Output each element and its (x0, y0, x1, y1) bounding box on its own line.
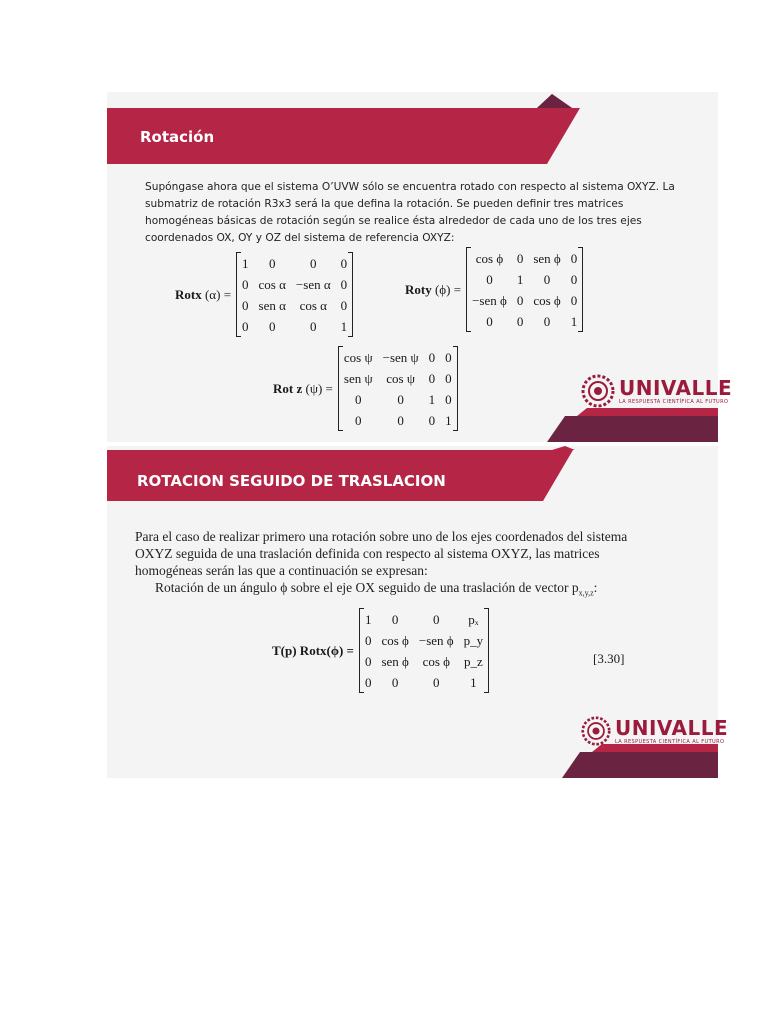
matrix-cell: 0 (428, 370, 436, 386)
matrix-cell: 1 (470, 674, 477, 690)
matrix-cell: cos ϕ (533, 292, 561, 308)
matrix-cell: 0 (340, 297, 348, 313)
rotz-label: Rot z (ψ) = (273, 380, 333, 396)
matrix-cell: 0 (340, 276, 348, 292)
matrix-cell: −sen ϕ (418, 632, 454, 648)
matrix-cell: pₓ (468, 611, 479, 627)
matrix-row (237, 295, 353, 316)
matrix-cell: 1 (570, 313, 578, 329)
matrix-cell: 0 (310, 255, 317, 271)
matrix-cell: p_z (464, 653, 483, 669)
roty-matrix (466, 247, 583, 332)
matrix-cell: 0 (397, 412, 404, 428)
matrix-cell: 0 (543, 313, 551, 329)
matrix-row (338, 368, 457, 389)
matrix-row (338, 410, 457, 431)
matrix-cell: 0 (364, 674, 372, 690)
matrix-cell: 0 (397, 391, 404, 407)
matrix-cell: 0 (268, 318, 276, 334)
matrix-cell: 0 (355, 391, 362, 407)
matrix-cell: cos ψ (386, 370, 415, 386)
gear-seal-icon (581, 716, 611, 746)
matrix-cell: cos ψ (343, 349, 373, 365)
matrix-cell: sen ϕ (533, 250, 561, 266)
logo-wordmark: UNIVALLE (615, 715, 729, 740)
logo-tagline: LA RESPUESTA CIENTÍFICA AL FUTURO (619, 398, 729, 405)
matrix-cell: 0 (516, 250, 524, 266)
intro-text: Supóngase ahora que el sistema O’UVW sólo se encuentra rotado con respecto al sistema OXYZ. La submatriz de rotación R3x3 será la que defina la rotación. Se pueden definir tres matrices homogéneas básicas de rotación según se realice ésta alrededor de cada uno de los tres ejes coordenados OX, OY y OZ del sistema de referencia OXYZ: (145, 181, 675, 244)
matrix-cell: cos ϕ (381, 632, 409, 648)
matrix-cell: 0 (570, 271, 578, 287)
matrix-cell: 1 (242, 255, 249, 271)
equation-number: [3.30] (593, 651, 625, 666)
rotx-equation (175, 252, 353, 337)
matrix-cell: cos α (258, 276, 286, 292)
slide-rotacion-traslacion (107, 446, 729, 778)
matrix-cell: 0 (364, 653, 372, 669)
matrix-cell: 0 (391, 674, 399, 690)
matrix-cell: 0 (340, 255, 348, 271)
matrix-cell: 1 (364, 611, 372, 627)
matrix-cell: 0 (310, 318, 317, 334)
matrix-cell: 0 (433, 611, 440, 627)
matrix-row (237, 253, 353, 275)
matrix-cell: 0 (355, 412, 362, 428)
matrix-cell: cos ϕ (475, 250, 504, 266)
matrix-cell: sen ψ (343, 370, 373, 386)
matrix-cell: 0 (445, 370, 452, 386)
corner-decoration (547, 408, 718, 442)
slide-title: ROTACION SEGUIDO DE TRASLACION (137, 472, 446, 490)
matrix-cell: 0 (242, 276, 249, 292)
matrix-row (359, 651, 488, 672)
matrix-row (467, 290, 583, 311)
matrix-cell: 0 (445, 391, 452, 407)
matrix-cell: 0 (543, 271, 551, 287)
matrix-cell: cos α (299, 297, 327, 313)
matrix-cell: 1 (428, 391, 436, 407)
matrix-cell: 0 (242, 318, 249, 334)
matrix-cell: cos ϕ (422, 653, 450, 669)
logo-tagline: LA RESPUESTA CIENTÍFICA AL FUTURO (615, 738, 725, 745)
matrix-row (359, 672, 488, 693)
matrix-row (237, 316, 353, 337)
matrix-row (338, 389, 457, 410)
matrix-cell: 0 (428, 349, 436, 365)
matrix-cell: 0 (570, 250, 578, 266)
matrix-cell: p_y (463, 632, 484, 648)
matrix-cell: 0 (445, 349, 452, 365)
corner-decoration (562, 744, 718, 778)
body-text: Para el caso de realizar primero una rotación sobre uno de los ejes coordenados del sistema OXYZ seguida de una traslación definida con respecto al sistema OXYZ, las matrices homogéneas serán las que a continuación se expresan: Rotación de un ángulo ϕ sobre el eje OX seguido de una traslación de vector $p_{x,y,z}$: (135, 529, 628, 598)
matrix-cell: 1 (445, 412, 452, 428)
matrix-row (467, 269, 583, 290)
tp-matrix (359, 608, 489, 693)
matrix-cell: 0 (516, 313, 524, 329)
matrix-cell: 0 (242, 297, 249, 313)
roty-label: Roty (ϕ) = (405, 281, 462, 297)
rotz-matrix (338, 346, 458, 431)
univalle-logo (581, 716, 728, 746)
matrix-cell: −sen α (295, 276, 331, 292)
matrix-cell: 1 (340, 318, 348, 334)
matrix-cell: −sen ψ (382, 349, 419, 365)
matrix-row (467, 248, 583, 270)
rotz-equation (273, 346, 458, 431)
matrix-cell: 0 (364, 632, 372, 648)
slide-title: Rotación (140, 128, 215, 146)
rotx-label: Rotx (α) = (175, 286, 232, 302)
matrix-cell: 0 (570, 292, 578, 308)
matrix-row (467, 311, 583, 332)
univalle-logo (581, 374, 732, 408)
matrix-cell: 0 (486, 313, 493, 329)
matrix-cell: 0 (516, 292, 524, 308)
gear-seal-icon (581, 374, 615, 408)
tp-equation (272, 608, 489, 693)
matrix-cell: sen α (258, 297, 286, 313)
matrix-cell: sen ϕ (381, 653, 409, 669)
matrix-row (359, 630, 488, 651)
matrix-row (237, 274, 353, 295)
matrix-cell: 1 (516, 271, 524, 287)
slide-rotacion (107, 92, 733, 442)
logo-wordmark: UNIVALLE (619, 375, 733, 400)
matrix-row (338, 347, 457, 369)
matrix-row (359, 609, 488, 631)
roty-equation (405, 247, 583, 332)
matrix-cell: 0 (391, 611, 399, 627)
matrix-cell: 0 (433, 674, 440, 690)
matrix-cell: 0 (428, 412, 436, 428)
rotx-matrix (236, 252, 353, 337)
matrix-cell: 0 (268, 255, 276, 271)
matrix-cell: 0 (486, 271, 493, 287)
matrix-cell: −sen ϕ (472, 292, 507, 308)
tp-label: T(p) Rotx(ϕ) = (272, 642, 354, 658)
